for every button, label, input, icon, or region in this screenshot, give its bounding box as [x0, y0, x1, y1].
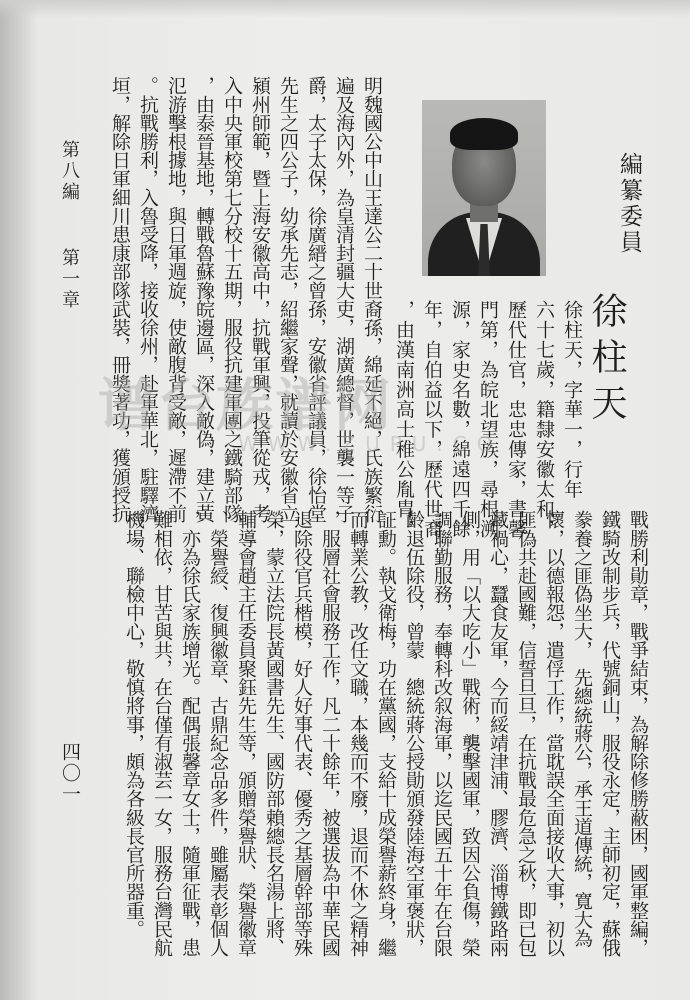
bottom-column-2: 鐵騎改制步兵，代號銅山，服役永定，主師初定，蘇俄 — [599, 510, 621, 957]
page-number: 四〇一 — [59, 742, 81, 805]
bottom-column-4: 懷，以德報怨，遣俘工作，當耽誤全面接收大事，初以 — [543, 510, 565, 957]
bottom-column-14: 榮，蒙立法院長黃國書先生、國防部賴總長名湯上將、 — [263, 510, 285, 957]
left-column-7: ，由泰晉基地，轉戰魯蘇豫皖邊區，深入敵偽，建立黃 — [193, 76, 215, 523]
person-name: 徐柱天 — [586, 292, 627, 430]
right-column-1: 徐柱天，字華一，行年 — [561, 300, 583, 499]
right-column-7: ，由漢南洲高士稚公胤胄， — [393, 300, 415, 539]
bottom-column-12: ，服層社會服務工作，凡二十餘年，被選拔為中華民國 — [319, 510, 341, 957]
left-column-5: 潁州師範，暨上海安徽高中，抗戰軍興，投筆從戎，考 — [249, 76, 271, 523]
bottom-column-17: ，亦為徐氏家族增光。配偶張馨章女士，隨軍征戰，患 — [179, 510, 201, 957]
page-top-shadow — [0, 0, 690, 18]
bottom-column-18: 難相依，甘苦與共，在台僅有淑芸一女，服務台灣民航 — [151, 510, 173, 957]
left-column-8: 氾游擊根據地，與日軍週旋，使敵腹背受敵，遲滯不前 — [165, 76, 187, 523]
left-column-4: 先生之四公子，幼承先志，紹繼家聲，就讀於安徽省立 — [277, 76, 299, 523]
bottom-column-5: 匪偽共赴國難，信誓旦旦，在抗戰最危急之秋，即已包 — [515, 510, 537, 957]
volume-label: 第八編 — [59, 140, 80, 203]
left-column-1: 明魏國公中山王達公二十世裔孫，綿延不絕，氏族繁衍 — [361, 76, 383, 523]
compiler-title: 編纂委員 — [616, 152, 642, 256]
watermark-url: WWW.ZUPU.CO — [238, 432, 503, 456]
bottom-column-16: 、榮譽綬、復興徽章、古鼎紀念品多件，雖屬表彰個人 — [207, 510, 229, 957]
bottom-column-19: 機場、聯檢中心，敬慎將事，頗為各級長官所器重。 — [123, 510, 145, 938]
left-column-6: 入中央軍校第七分校十五期，服役抗建軍團之鐵騎部隊 — [221, 76, 243, 523]
left-column-2: 遍及海內外，為皇清封疆大吏，湖廣總督，世襲一等子 — [333, 76, 355, 523]
right-column-3: 歷代仕官，忠忠傳家，書馨 — [505, 300, 527, 539]
right-column-4: 門第，為皖北望族，尋根溯 — [477, 300, 499, 539]
chapter-label: 第一章 — [59, 248, 80, 311]
page-binding-shadow — [0, 0, 38, 1000]
bottom-column-15: 輔導會趙主任委員聚鈺先生等，頒贈榮譽狀、榮譽徽章 — [235, 510, 257, 957]
bottom-column-6: 藏禍心，蠶食友軍，今而綏靖津浦、膠濟、淄博鐵路兩 — [487, 510, 509, 957]
bottom-column-1: 戰勝利勛章，戰爭結束，為解除修勝蔽困，國軍整編， — [627, 510, 649, 957]
bottom-column-10: 証勳。執戈衛梅，功在黨國，支給十成榮譽薪終身，繼 — [375, 510, 397, 957]
bottom-column-7: 側，用「以大吃小」戰術，襲擊國軍，致因公負傷，榮 — [459, 510, 481, 957]
bottom-column-3: 豢養之匪偽坐大， 先總統蔣公，承王道傳統，寬大為 — [571, 510, 593, 947]
bottom-column-13: 退除役官兵楷模，好人好事代表、優秀之基層幹部等殊 — [291, 510, 313, 957]
portrait-photo — [422, 100, 546, 276]
watermark-text: 谱台族谱网 — [98, 373, 393, 439]
right-column-5: 源，家史名數，綿遠四千餘 — [449, 300, 471, 539]
right-column-6: 年，自伯益以下，歷代世裔 — [421, 300, 443, 539]
portrait-hair — [450, 118, 518, 150]
bottom-column-8: 調聯勤服務，奉轉科改叙海軍，以迄民國五十年在台限 — [431, 510, 453, 957]
left-column-3: 爵，太子太保，徐廣縉之曾孫，安徽省評議員，徐怡堂 — [305, 76, 327, 523]
right-column-2: 六十七歲，籍隸安徽太和， — [533, 300, 555, 539]
left-column-10: 垣，解除日軍細川患康部隊武裝，冊獎著功，獲頒授抗 — [109, 76, 131, 523]
bottom-column-9: 齡退伍除役，曾蒙 總統蔣公授勛頒發陸海空軍褒狀， — [403, 510, 425, 957]
bottom-column-11: 而轉業公教，改任文職，本幾而不廢，退而不休之精神 — [347, 510, 369, 957]
left-column-9: 。抗戰勝利，入魯受降，接收徐州，赴軍華北，駐驛濟 — [137, 76, 159, 523]
